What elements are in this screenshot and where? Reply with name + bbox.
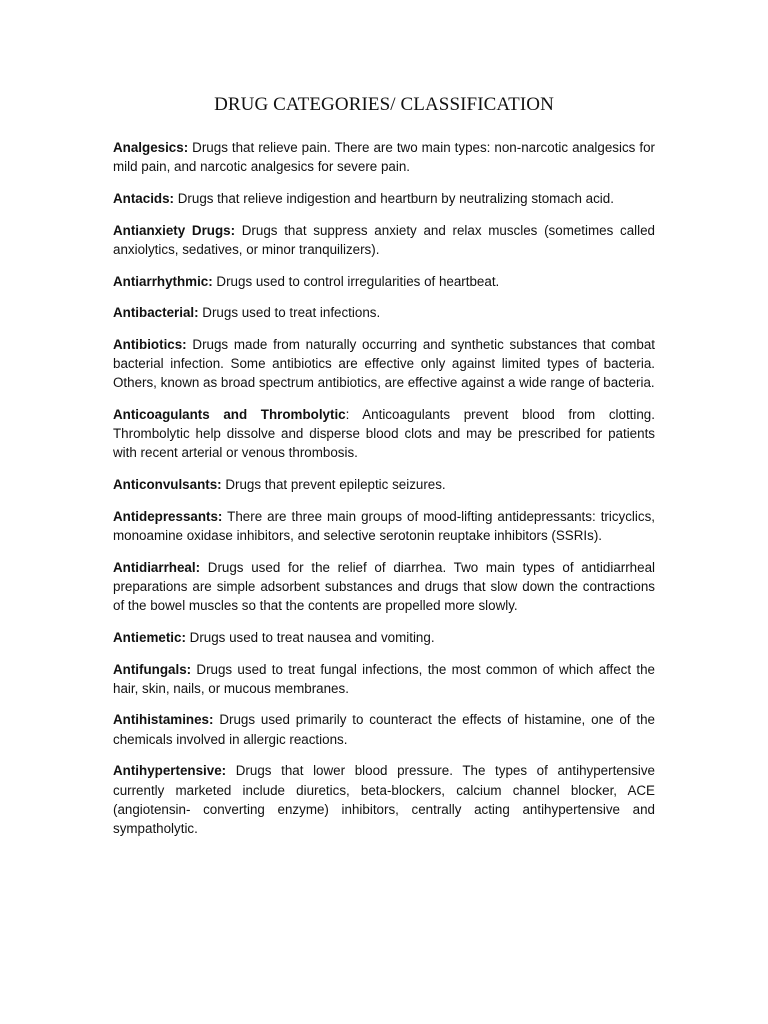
entry-antiemetic [113,628,655,647]
definition: Drugs used to treat infections. [198,305,381,321]
definition: Drugs that relieve pain. There are two main types: non-narcotic analgesics for mild pain, and narcotic analgesics for severe pain. [113,140,655,175]
definition: Drugs used for the relief of diarrhea. Two main types of antidiarrheal preparations are simple adsorbent substances and drugs that slow down the contractions of the bowel muscles so that the contents are propelled more slowly. [113,559,655,614]
term: Antidepressants: [113,508,223,524]
entry-antihistamines [113,710,655,748]
definition: : Anticoagulants prevent blood from clotting. Thrombolytic help dissolve and disperse blood clots and may be prescribed for patients with recent arterial or venous thrombosis. [113,407,655,461]
term: Antibiotics: [113,336,187,352]
entry-antianxiety-drugs [113,221,655,259]
term: Antihistamines: [113,712,214,728]
entry-antidepressants [113,507,655,545]
definition: Drugs made from naturally occurring and synthetic substances that combat bacterial infection. Some antibiotics are effective only against limited types of bacteria. Others, known as broad spectrum antibiotics, are effective against a wide range of bacteria. [113,336,655,391]
term: Anticoagulants and Thrombolytic [113,407,346,423]
entry-antibacterial [113,303,655,322]
page-title: DRUG CATEGORIES/ CLASSIFICATION [214,94,554,115]
entry-antibiotics [113,335,655,393]
entry-analgesics [113,138,655,176]
definition: Drugs that relieve indigestion and heartburn by neutralizing stomach acid. [174,190,614,206]
definition: Drugs used primarily to counteract the effects of histamine, one of the chemicals involved in allergic reactions. [113,712,655,747]
term: Antacids: [113,190,175,206]
entry-antacids [113,189,655,208]
term: Antifungals: [113,661,192,677]
term: Antiarrhythmic: [113,273,213,289]
definition-list [113,138,655,851]
definition: Drugs used to treat nausea and vomiting. [185,629,435,645]
entry-antihypertensive [113,761,655,838]
definition: Drugs used to treat fungal infections, the most common of which affect the hair, skin, nails, or mucous membranes. [113,661,655,696]
entry-antifungals [113,660,655,698]
definition: Drugs that lower blood pressure. The types of antihypertensive currently marketed include diuretics, beta-blockers, calcium channel blocker, ACE (angiotensin- converting enzyme) inhibitors, centrally acting antihypertensive and sympatholytic. [113,763,655,836]
term: Antianxiety Drugs: [113,222,236,238]
definition: Drugs that suppress anxiety and relax muscles (sometimes called anxiolytics, sedatives, or minor tranquilizers). [113,222,655,257]
entry-antidiarrheal [113,558,655,616]
definition: Drugs used to control irregularities of heartbeat. [212,273,500,289]
term: Antiemetic: [113,629,186,645]
definition: Drugs that prevent epileptic seizures. [221,477,446,493]
term: Anticonvulsants: [113,477,222,493]
term: Analgesics: [113,140,189,155]
entry-anticoagulants-and-thrombolytic [113,405,655,463]
entry-antiarrhythmic [113,272,655,291]
term: Antibacterial: [113,305,199,321]
term: Antidiarrheal: [113,559,201,575]
term: Antihypertensive: [113,763,227,779]
definition: There are three main groups of mood-lifting antidepressants: tricyclics, monoamine oxidase inhibitors, and selective serotonin reuptake inhibitors (SSRIs). [113,508,655,544]
entry-anticonvulsants [113,475,655,494]
